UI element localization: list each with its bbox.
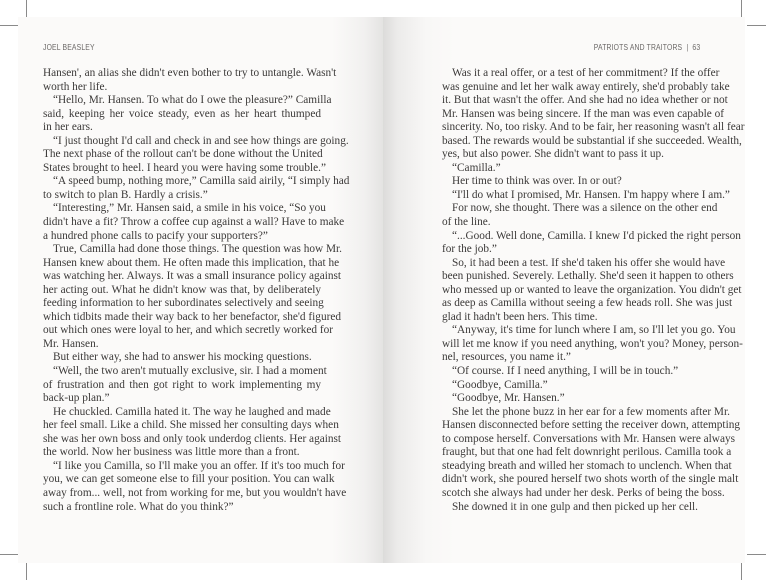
left-page [18, 17, 383, 563]
text-line: For now, she thought. There was a silence on the other end [452, 202, 718, 215]
text-line: fraught, but that one had felt downright perilous. Camilla took a [442, 446, 732, 459]
text-line: Was it a real offer, or a test of her commitment? If the offer [452, 67, 720, 79]
text-line: you, we can get someone else to fill your position. You can walk [43, 473, 335, 486]
crop-mark [747, 554, 766, 555]
text-line: which tidbits made their way back to her benefactor, she'd figured [43, 310, 342, 323]
crop-mark [747, 25, 766, 26]
crop-mark [741, 562, 742, 580]
paragraph [43, 365, 327, 406]
running-head-title-page-number: PATRIOTS AND TRAITORS | 63 [593, 43, 700, 52]
text-line: her feel small. Like a child. She missed her consulting days when [43, 419, 339, 432]
text-line: nel, resources, you name it.” [442, 351, 571, 364]
text-line: Her time to think was over. In or out? [452, 175, 622, 188]
text-line: The next phase of the rollout can't be done without the United [43, 148, 323, 161]
crop-mark [26, 562, 27, 580]
text-line: She let the phone buzz in her ear for a few moments after Mr. [452, 405, 730, 418]
text-line: sincerity. No, too risky. And to be fair, her reasoning wasn't all fear [442, 121, 745, 134]
text-line: steadying breath and willed her stomach to unclench. When that [442, 459, 732, 472]
text-line: “Of course. If I need anything, I will be in touch.” [452, 365, 679, 378]
text-line: the world. Now her business was little more than a front. [43, 446, 300, 459]
text-line: Mr. Hansen. [43, 337, 99, 350]
text-line: worth her life. [43, 80, 108, 93]
paragraph [442, 67, 745, 162]
paragraph [442, 175, 701, 189]
text-line: such a frontline role. What do you think?” [43, 500, 234, 513]
text-line: a hundred phone calls to pacify your supporters?” [43, 229, 268, 242]
crop-mark [741, 0, 742, 18]
text-line: away from... well, not from working for me, but you wouldn't have [43, 486, 347, 499]
paragraph [442, 188, 730, 203]
text-line: based. The rewards would be substantial if she succeeded. Wealth, [442, 134, 742, 147]
page-body [43, 67, 350, 514]
text-line: back-up plan.” [43, 392, 110, 405]
running-head-author: JOEL BEASLEY [43, 43, 95, 52]
text-line: Mr. Hansen was being sincere. If the man was even capable of [442, 107, 725, 120]
paragraph [43, 351, 321, 365]
text-line: it. But that wasn't the offer. And she had no idea whether or not [442, 94, 728, 107]
text-line: Hansen disconnected before setting the receiver down, attempting [442, 419, 741, 432]
text-line: She downed it in one gulp and then picked up her cell. [452, 500, 698, 513]
crop-mark [0, 25, 19, 26]
paragraph [43, 405, 342, 460]
text-line: Hansen knew about them. He often made this implication, that he [43, 256, 340, 269]
text-line: But either way, she had to answer his mocking questions. [53, 351, 312, 364]
text-line: yes, but also power. She didn't want to pass it up. [442, 148, 664, 161]
text-line: “Goodbye, Mr. Hansen.” [452, 392, 565, 405]
paragraph [43, 67, 337, 94]
text-line: for the job.” [442, 243, 497, 256]
text-line: “Well, the two aren't mutually exclusive, sir. I had a moment [53, 365, 327, 378]
text-line: “A speed bump, nothing more,” Camilla said airily, “I simply had [53, 175, 350, 188]
text-line: “I just thought I'd call and check in and see how things are going. [53, 134, 349, 147]
crop-mark [0, 554, 19, 555]
crop-mark [26, 0, 27, 18]
text-line: Hansen', an alias she didn't even bother to try to untangle. Wasn't [43, 67, 337, 79]
text-line: glad it hadn't been hers. This time. [442, 310, 598, 323]
text-line: of frustration and then got right to work implementing my [43, 378, 321, 391]
text-line: was genuine and let her walk away entirely, she'd probably take [442, 80, 730, 93]
text-line: out which ones were loyal to her, and which secretly worked for [43, 324, 334, 337]
text-line: to compose herself. Conversations with Mr. Hansen were always [442, 432, 736, 445]
text-line: didn't work, she poured herself two shots worth of the single malt [442, 473, 739, 486]
paragraph [43, 202, 345, 243]
text-line: “Hello, Mr. Hansen. To what do I owe the pleasure?” Camilla [53, 94, 332, 107]
text-line: who messed up or wanted to leave the organization. You didn't get [442, 283, 742, 296]
text-line: “Interesting,” Mr. Hansen said, a smile in his voice, “So you [53, 202, 326, 215]
text-line: “I like you Camilla, so I'll make you an offer. If it's too much for [53, 459, 345, 472]
text-line: “Camilla.” [452, 161, 501, 174]
text-line: “I'll do what I promised, Mr. Hansen. I'm happy where I am.” [452, 188, 730, 201]
text-line: So, it had been a test. If she'd taken his offer she would have [452, 256, 726, 269]
text-line: States brought to heel. I heard you were having some trouble.” [43, 161, 326, 174]
text-line: “Anyway, it's time for lunch where I am, so I'll let you go. You [452, 324, 736, 337]
paragraph [43, 243, 342, 351]
text-line: He chuckled. Camilla hated it. The way he laughed and made [53, 405, 331, 418]
text-line: to switch to plan B. Hardly a crisis.” [43, 188, 208, 201]
paragraph [442, 202, 718, 229]
text-line: “...Good. Well done, Camilla. I knew I'd picked the right person [452, 229, 741, 242]
paragraph [43, 94, 332, 135]
text-line: in her ears. [43, 121, 93, 134]
text-line: as deep as Camilla without seeing a few heads roll. She was just [442, 297, 733, 310]
text-line: didn't have a fit? Throw a coffee cup against a wall? Have to make [43, 216, 345, 229]
text-line: said, keeping her voice steady, even as her heart thumped [43, 107, 321, 120]
paragraph [43, 134, 349, 176]
text-line: was watching her. Always. It was a small insurance policy against [43, 270, 342, 283]
paragraph [442, 501, 701, 515]
text-line: been punished. Severely. Lethally. She'd seen it happen to others [442, 270, 734, 283]
paragraph [442, 162, 701, 176]
paragraph [442, 229, 741, 257]
paragraph [442, 379, 701, 393]
text-line: “Goodbye, Camilla.” [452, 378, 548, 391]
paragraph [442, 405, 741, 501]
text-line: her acting out. What he didn't know was that, by deliberately [43, 283, 321, 296]
text-line: she was her own boss and only took underdog clients. Her against [43, 432, 342, 445]
text-line: True, Camilla had done those things. The question was how Mr. [53, 243, 342, 256]
paragraph [442, 365, 701, 379]
text-line: will let me know if you need anything, won't you? Money, person- [442, 337, 743, 350]
paragraph [442, 392, 701, 406]
paragraph [43, 459, 347, 514]
paragraph [442, 324, 743, 365]
paragraph [43, 175, 350, 202]
text-line: of the line. [442, 216, 491, 229]
right-page [383, 17, 745, 563]
paragraph [442, 256, 742, 325]
text-line: feeding information to her subordinates selectively and seeing [43, 297, 324, 310]
text-line: scotch she always had under her desk. Perks of being the boss. [442, 486, 725, 499]
page-body [442, 67, 745, 514]
